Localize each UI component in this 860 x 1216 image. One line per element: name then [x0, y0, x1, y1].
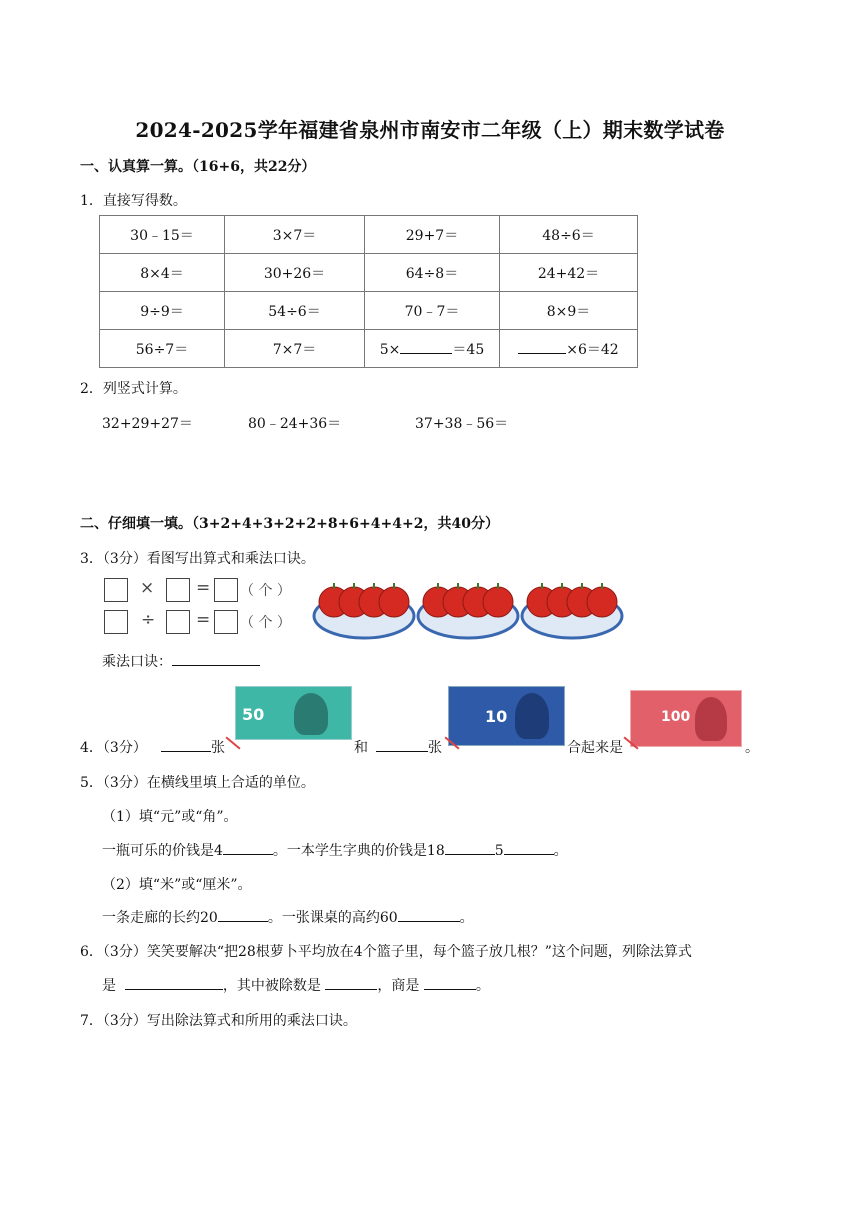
answer-blank[interactable]	[218, 907, 268, 922]
text: ，商是	[377, 978, 420, 994]
apple-icon	[483, 587, 513, 617]
question-4-prefix: 4．（3分）	[80, 740, 147, 756]
question-6-line-1: 6．（3分）笑笑要解决“把28根萝卜平均放在4个篮子里，每个篮子放几根？”这个问题，列除法算式	[80, 944, 692, 960]
table-row	[100, 292, 638, 330]
table-cell: 56÷7＝	[100, 330, 225, 368]
table-cell: 70﹣7＝	[365, 292, 500, 330]
text: 。一本学生字典的价钱是18	[272, 843, 445, 859]
apple-stem	[541, 583, 543, 589]
question-1-label: 1．直接写得数。	[80, 193, 187, 209]
answer-box[interactable]	[166, 610, 190, 634]
table-cell: 7×7＝	[225, 330, 365, 368]
q4-he: 和	[354, 740, 368, 756]
table-cell: 8×4＝	[100, 254, 225, 292]
table-cell: 54÷6＝	[225, 292, 365, 330]
portrait-icon	[695, 697, 727, 741]
apple-icon	[587, 587, 617, 617]
question-2-label: 2．列竖式计算。	[80, 381, 187, 397]
answer-blank[interactable]	[161, 737, 211, 752]
answer-box[interactable]	[214, 578, 238, 602]
vertical-calc-item: 37+38﹣56＝	[415, 416, 509, 432]
answer-box[interactable]	[166, 578, 190, 602]
text: 。一张课桌的高约60	[267, 910, 398, 926]
vertical-calc-item: 80﹣24+36＝	[248, 416, 342, 432]
answer-blank[interactable]	[398, 907, 460, 922]
table-row	[100, 254, 638, 292]
portrait-icon	[515, 693, 549, 739]
q4-end: 。	[745, 740, 759, 756]
table-cell: 48÷6＝	[500, 216, 638, 254]
q4-blank-2	[376, 737, 442, 757]
text: 5	[494, 843, 504, 859]
section-1-heading: 一、认真算一算。（16+6，共22分）	[80, 159, 316, 175]
answer-blank[interactable]	[504, 840, 554, 855]
answer-blank[interactable]	[223, 840, 273, 855]
answer-box[interactable]	[104, 610, 128, 634]
table-cell	[365, 330, 500, 368]
apple-stem	[561, 583, 563, 589]
text: ，其中被除数是	[222, 978, 321, 994]
table-cell: 8×9＝	[500, 292, 638, 330]
apple-icon	[379, 587, 409, 617]
equals-sign: =	[196, 610, 211, 630]
answer-blank[interactable]	[125, 975, 223, 990]
banknote-100-image	[630, 690, 742, 747]
equals-sign: =	[196, 578, 211, 598]
q5-line-2	[102, 907, 474, 927]
answer-blank[interactable]	[424, 975, 476, 990]
table-cell: 3×7＝	[225, 216, 365, 254]
answer-blank[interactable]	[400, 339, 452, 354]
question-5-label: 5．（3分）在横线里填上合适的单位。	[80, 775, 315, 791]
apple-stem	[601, 583, 603, 589]
koujue-label	[102, 651, 260, 671]
answer-blank[interactable]	[376, 737, 428, 752]
text: 。	[459, 910, 474, 926]
apple-plates-image	[312, 572, 630, 642]
apple-stem	[393, 583, 395, 589]
banknote-50-image	[235, 686, 352, 740]
table-cell: 64÷8＝	[365, 254, 500, 292]
text: 一条走廊的长约20	[102, 910, 218, 926]
apple-stem	[581, 583, 583, 589]
q5-part-2-label: （2）填“米”或“厘米”。	[102, 877, 252, 893]
banknote-10-image	[448, 686, 565, 746]
apple-stem	[373, 583, 375, 589]
apple-stem	[353, 583, 355, 589]
table-cell: 24+42＝	[500, 254, 638, 292]
answer-box[interactable]	[104, 578, 128, 602]
unit-ge: （ 个 ）	[240, 583, 291, 599]
answer-blank[interactable]	[172, 651, 260, 666]
banknote-value: 50	[242, 705, 265, 724]
answer-box[interactable]	[214, 610, 238, 634]
table-cell	[500, 330, 638, 368]
answer-blank[interactable]	[325, 975, 377, 990]
table-cell: 30﹣15＝	[100, 216, 225, 254]
answer-blank[interactable]	[518, 339, 566, 354]
divide-sign: ÷	[141, 610, 156, 630]
table-row	[100, 216, 638, 254]
question-3-label: 3．（3分）看图写出算式和乘法口诀。	[80, 551, 315, 567]
text: 一瓶可乐的价钱是4	[102, 843, 223, 859]
apple-stem	[437, 583, 439, 589]
table-cell: 30+26＝	[225, 254, 365, 292]
koujue-text: 乘法口诀：	[102, 654, 172, 670]
apple-stem	[477, 583, 479, 589]
portrait-icon	[294, 693, 328, 735]
unit-zhang: 张	[428, 740, 442, 756]
q5-part-1-label: （1）填“元”或“角”。	[102, 809, 238, 825]
times-sign: ×	[140, 578, 155, 598]
section-2-heading: 二、仔细填一填。（3+2+4+3+2+2+8+6+4+4+2，共40分）	[80, 516, 499, 532]
text: 是	[102, 978, 116, 994]
equation-suffix: ＝45	[452, 341, 485, 358]
apple-stem	[457, 583, 459, 589]
unit-ge: （ 个 ）	[240, 615, 291, 631]
q5-line-1	[102, 840, 568, 860]
unit-zhang: 张	[211, 740, 225, 756]
mental-math-table	[99, 215, 638, 368]
equation-suffix: ×6＝42	[566, 341, 619, 358]
page-title: 2024-2025学年福建省泉州市南安市二年级（上）期末数学试卷	[135, 118, 725, 142]
text: 。	[553, 843, 568, 859]
equation-prefix: 5×	[379, 341, 401, 358]
q4-heqi: 合起来是	[567, 740, 623, 756]
table-row	[100, 330, 638, 368]
question-7-label: 7．（3分）写出除法算式和所用的乘法口诀。	[80, 1013, 357, 1029]
apple-stem	[497, 583, 499, 589]
apple-stem	[333, 583, 335, 589]
question-6-line-2	[102, 975, 490, 995]
banknote-value: 100	[661, 709, 691, 725]
vertical-calc-item: 32+29+27＝	[102, 416, 193, 432]
q4-blank-1	[161, 737, 225, 757]
table-cell: 29+7＝	[365, 216, 500, 254]
text: 。	[475, 978, 490, 994]
banknote-value: 10	[485, 707, 508, 726]
answer-blank[interactable]	[445, 840, 495, 855]
table-cell: 9÷9＝	[100, 292, 225, 330]
